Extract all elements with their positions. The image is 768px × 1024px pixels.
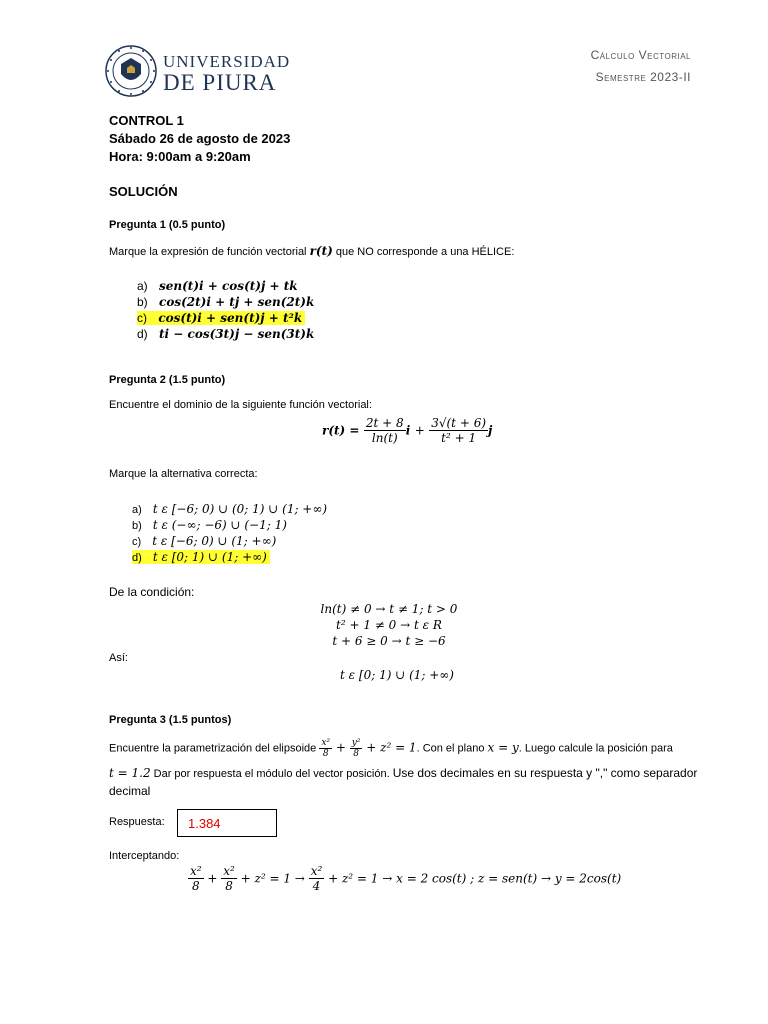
logo-line-2: DE PIURA <box>163 70 277 95</box>
q3-response-value: 1.384 <box>188 816 221 831</box>
q1-option-letter: a) <box>137 279 148 293</box>
q3-ellipsoid-y <box>350 738 363 759</box>
q1-option-letter: d) <box>137 327 148 341</box>
q3-int-frac-1-den: 8 <box>191 879 200 893</box>
q3-intercept-formula: $\frac{\text{x²}}{8}$ + $\frac{\text{x²}}{8}$ + z² = 1 → $\frac{\text{x²}}{4}$ + z² = 1 → x = 2 cos(t) ; z = sen(t) → y = 2cos(t) <box>190 864 622 893</box>
q2-asi: Así: <box>109 652 128 664</box>
q2-condition-3: t + 6 ≥ 0 → t ≥ −6 <box>332 634 446 648</box>
q2-condition-2: t² + 1 ≠ 0 → t ε R <box>336 618 442 632</box>
q3-prompt-d: Dar por respuesta el módulo del vector posición. <box>150 768 393 780</box>
exam-time: Hora: 9:00am a 9:20am <box>109 149 251 164</box>
q3-ellipsoid-x-den: 8 <box>322 749 329 759</box>
q2-fraction-2-num: 3√(t + 6) <box>431 416 487 430</box>
q2-fraction-1-den: ln(t) <box>371 431 398 445</box>
q1-option-b <box>137 295 314 309</box>
q2-option-expr: t ε [0; 1) ∪ (1; +∞) <box>152 550 267 564</box>
q1-option-letter: c) <box>137 311 147 325</box>
q1-prompt <box>109 244 514 258</box>
q2-formula-lhs: r(t) = <box>322 423 360 438</box>
q1-option-d <box>137 327 314 341</box>
q2-option-letter: b) <box>132 520 142 532</box>
q2-fraction-2-den: t² + 1 <box>441 431 477 445</box>
q2-formula <box>322 416 492 445</box>
q3-int-frac-3 <box>309 864 325 893</box>
logo-line-1: UNIVERSIDAD <box>163 52 291 71</box>
q3-int-frac-1 <box>188 864 204 893</box>
university-seal-icon <box>105 40 159 102</box>
q3-int-mid: + z² = 1 → <box>240 871 305 886</box>
q3-response-box <box>177 809 277 837</box>
q1-option-a <box>137 279 298 293</box>
q3-ellipsoid-rest: + z² = 1 <box>366 740 417 755</box>
q2-fraction-1-num: 2t + 8 <box>365 416 404 430</box>
q2-option-expr: t ε [−6; 0) ∪ (0; 1) ∪ (1; +∞) <box>152 502 328 516</box>
q3-ellipsoid-x <box>319 738 332 759</box>
q3-title: Pregunta 3 (1.5 puntos) <box>109 714 232 726</box>
q3-prompt-line2 <box>109 765 699 801</box>
q3-response-label: Respuesta: <box>109 816 165 828</box>
q2-option-letter: a) <box>132 504 142 516</box>
q3-prompt-b: . Con el plano <box>416 742 488 755</box>
q1-option-c-correct <box>137 311 305 325</box>
q3-prompt-bold: Use dos decimales en su respuesta y "," como separador decimal <box>109 766 698 798</box>
exam-date: Sábado 26 de agosto de 2023 <box>109 131 291 146</box>
q2-condition-label: De la condición: <box>109 585 195 599</box>
q3-prompt-line1: Encuentre la parametrización del elipsoide $\frac{\text{x²}}{8}$ + $\frac{\text{y²}}{8}$ + z² = 1. Con el plano x = y. Luego calcule la posición para <box>109 738 673 759</box>
q2-result: t ε [0; 1) ∪ (1; +∞) <box>340 668 454 682</box>
q3-t-value: t = 1.2 <box>109 766 151 780</box>
q3-prompt-c: . Luego calcule la posición para <box>518 742 673 755</box>
q1-prompt-a: Marque la expresión de función vectorial <box>109 246 310 258</box>
q3-ellipsoid-y-den: 8 <box>353 749 359 759</box>
q1-prompt-b: que NO corresponde a una HÉLICE: <box>332 246 515 258</box>
q2-option-expr: t ε (−∞; −6) ∪ (−1; 1) <box>152 518 287 532</box>
q1-prompt-math: r(t) <box>309 244 333 258</box>
q1-option-expr: sen(t)i + cos(t)j + tk <box>159 279 298 293</box>
q2-option-b <box>132 518 287 532</box>
q2-option-letter: d) <box>132 552 142 564</box>
q1-option-expr: cos(2t)i + tj + sen(2t)k <box>159 295 315 309</box>
q3-int-frac-1-num: x² <box>190 864 202 878</box>
q3-ellipsoid-x-num: x² <box>321 738 331 748</box>
q3-ellipsoid-y-num: y² <box>351 738 361 748</box>
q3-int-end: + z² = 1 → x = 2 cos(t) ; z = sen(t) → y = 2cos(t) <box>328 871 622 886</box>
course-name: Cálculo Vectorial <box>590 48 691 62</box>
q3-int-frac-2 <box>221 864 237 893</box>
q3-int-frac-2-den: 8 <box>225 879 233 893</box>
q2-condition-1: ln(t) ≠ 0 → t ≠ 1; t > 0 <box>320 602 458 616</box>
q3-int-frac-3-num: x² <box>310 864 323 878</box>
q1-title: Pregunta 1 (0.5 punto) <box>109 219 226 231</box>
university-logo <box>105 40 291 102</box>
q1-option-expr: cos(t)i + sen(t)j + t²k <box>158 311 303 325</box>
solution-heading: SOLUCIÓN <box>109 184 178 199</box>
semester-label: Semestre 2023-II <box>595 70 691 84</box>
q3-int-frac-2-num: x² <box>223 864 235 878</box>
q2-unit-i: i <box>405 423 411 438</box>
q2-unit-j: j <box>488 423 493 438</box>
q2-mark-prompt: Marque la alternativa correcta: <box>109 468 258 480</box>
q3-intercept-label: Interceptando: <box>109 850 180 862</box>
q1-option-expr: ti − cos(3t)j − sen(3t)k <box>159 327 315 341</box>
q3-plane: x = y <box>487 740 519 755</box>
q2-option-expr: t ε [−6; 0) ∪ (1; +∞) <box>152 534 277 548</box>
q2-prompt: Encuentre el dominio de la siguiente función vectorial: <box>109 399 372 411</box>
q2-plus: + <box>414 423 425 438</box>
q2-option-letter: c) <box>132 536 142 548</box>
exam-title: CONTROL 1 <box>109 113 184 128</box>
q3-prompt-a: Encuentre la parametrización del elipsoide <box>109 742 320 755</box>
q2-fraction-2 <box>429 416 488 445</box>
q2-option-a <box>132 502 327 516</box>
q2-option-d-correct <box>132 550 270 564</box>
q2-option-c <box>132 534 276 548</box>
q3-int-frac-3-den: 4 <box>312 879 321 893</box>
q2-fraction-1 <box>364 416 406 445</box>
q2-title: Pregunta 2 (1.5 punto) <box>109 374 226 386</box>
q1-option-letter: b) <box>137 295 148 309</box>
